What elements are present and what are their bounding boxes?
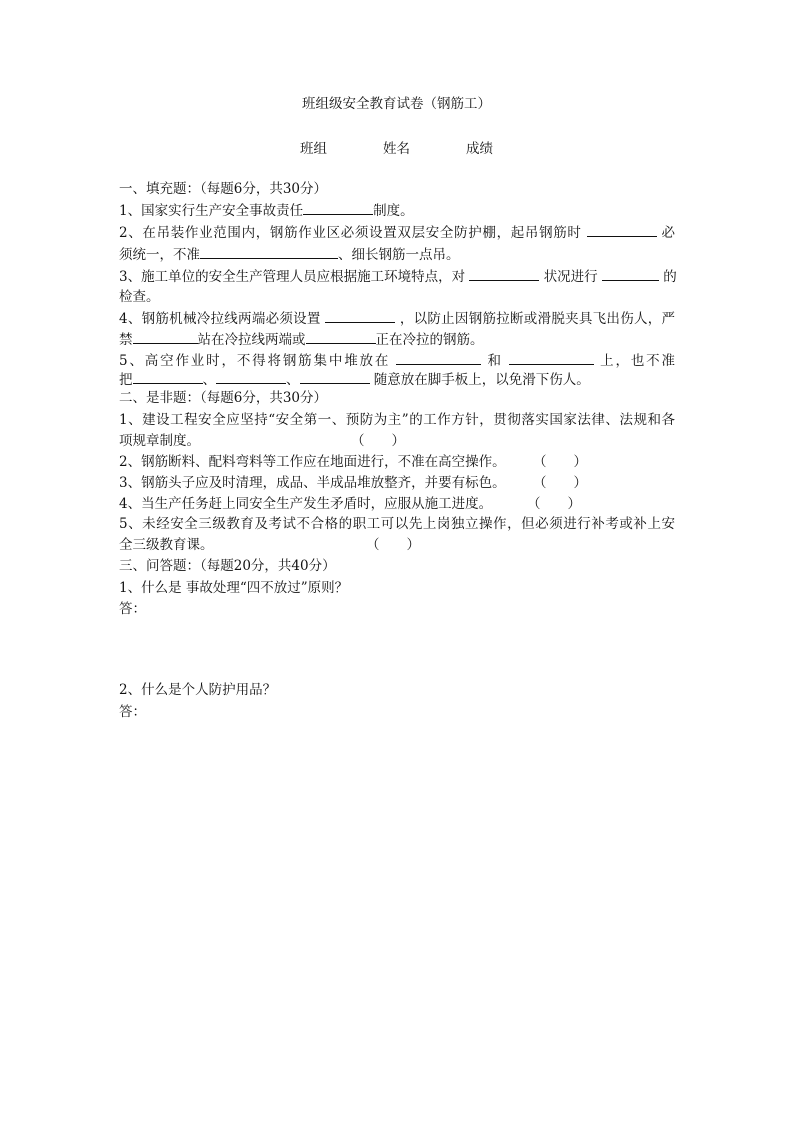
s2-question-2: 2、钢筋断料、配料弯料等工作应在地面进行，不准在高空操作。 （ ）: [119, 454, 587, 470]
answer-paren[interactable]: （ ）: [533, 454, 587, 470]
s2-question-4: 4、当生产任务赶上同安全生产发生矛盾时，应服从施工进度。 （ ）: [119, 496, 581, 512]
answer-blank[interactable]: [306, 330, 376, 344]
s1-question-1: 1、国家实行生产安全事故责任 制度。: [119, 203, 414, 219]
answer-blank[interactable]: [325, 309, 395, 323]
s1-question-5: 5、高空作业时，不得将钢筋集中堆放在 和 上，也不准: [119, 353, 676, 369]
name-field-label: 姓名: [383, 141, 410, 157]
answer-blank[interactable]: [300, 370, 370, 384]
s2-question-1-cont: 项规章制度。 （ ）: [119, 433, 405, 449]
s3-answer-2-label: 答：: [119, 704, 146, 720]
answer-blank[interactable]: [200, 245, 338, 259]
exam-title: 班组级安全教育试卷（钢筋工）: [302, 96, 491, 112]
s2-question-1: 1、建设工程安全应坚持“安全第一、预防为主”的工作方针，贯彻落实国家法律、法规和各: [119, 412, 675, 428]
s1-question-5-cont: 把 、 、 随意放在脚手板上，以免滑下伤人。: [119, 372, 590, 388]
answer-blank[interactable]: [133, 330, 198, 344]
section2-heading: 二、是非题：（每题6分，共30分）: [119, 390, 328, 406]
s1-question-2: 2、在吊装作业范围内，钢筋作业区必须设置双层安全防护棚，起吊钢筋时 必: [119, 225, 676, 241]
section3-heading: 三、问答题：（每题20分，共40分）: [119, 558, 336, 574]
answer-blank[interactable]: [216, 370, 286, 384]
s2-question-3: 3、钢筋头子应及时清理，成品、半成品堆放整齐，并要有标色。 （ ）: [119, 475, 587, 491]
answer-paren[interactable]: （ ）: [533, 475, 587, 491]
s1-question-3-cont: 检查。: [119, 289, 160, 305]
answer-blank[interactable]: [509, 351, 594, 365]
s1-question-4: 4、钢筋机械冷拉线两端必须设置 ，以防止因钢筋拉断或滑脱夹具飞出伤人，严: [119, 311, 676, 327]
s1-question-2-cont: 须统一，不准 、细长钢筋一点吊。: [119, 247, 460, 263]
s3-question-2: 2、什么是个人防护用品？: [119, 682, 277, 698]
class-field-label: 班组: [300, 141, 327, 157]
s3-answer-1-label: 答：: [119, 601, 146, 617]
header-fields: [0, 140, 793, 158]
score-field-label: 成绩: [466, 141, 493, 157]
answer-blank[interactable]: [396, 351, 481, 365]
answer-paren[interactable]: （ ）: [527, 496, 581, 512]
s1-question-4-cont: 禁 站在冷拉线两端或 正在冷拉的钢筋。: [119, 332, 484, 348]
answer-blank[interactable]: [469, 267, 539, 281]
section1-heading: 一、填充题：（每题6分，共30分）: [119, 181, 328, 197]
answer-blank[interactable]: [303, 201, 373, 215]
answer-paren[interactable]: （ ）: [366, 537, 420, 553]
answer-paren[interactable]: （ ）: [351, 433, 405, 449]
s2-question-5-cont: 全三级教育课。 （ ）: [119, 537, 420, 553]
answer-blank[interactable]: [602, 267, 659, 281]
s3-question-1: 1、什么是 事故处理“四不放过”原则？: [119, 580, 349, 596]
answer-blank[interactable]: [133, 370, 203, 384]
s2-question-5: 5、未经安全三级教育及考试不合格的职工可以先上岗独立操作，但必须进行补考或补上安: [119, 516, 675, 532]
s1-question-3: 3、施工单位的安全生产管理人员应根据施工环境特点，对 状况进行 的: [119, 269, 677, 285]
answer-blank[interactable]: [587, 223, 657, 237]
